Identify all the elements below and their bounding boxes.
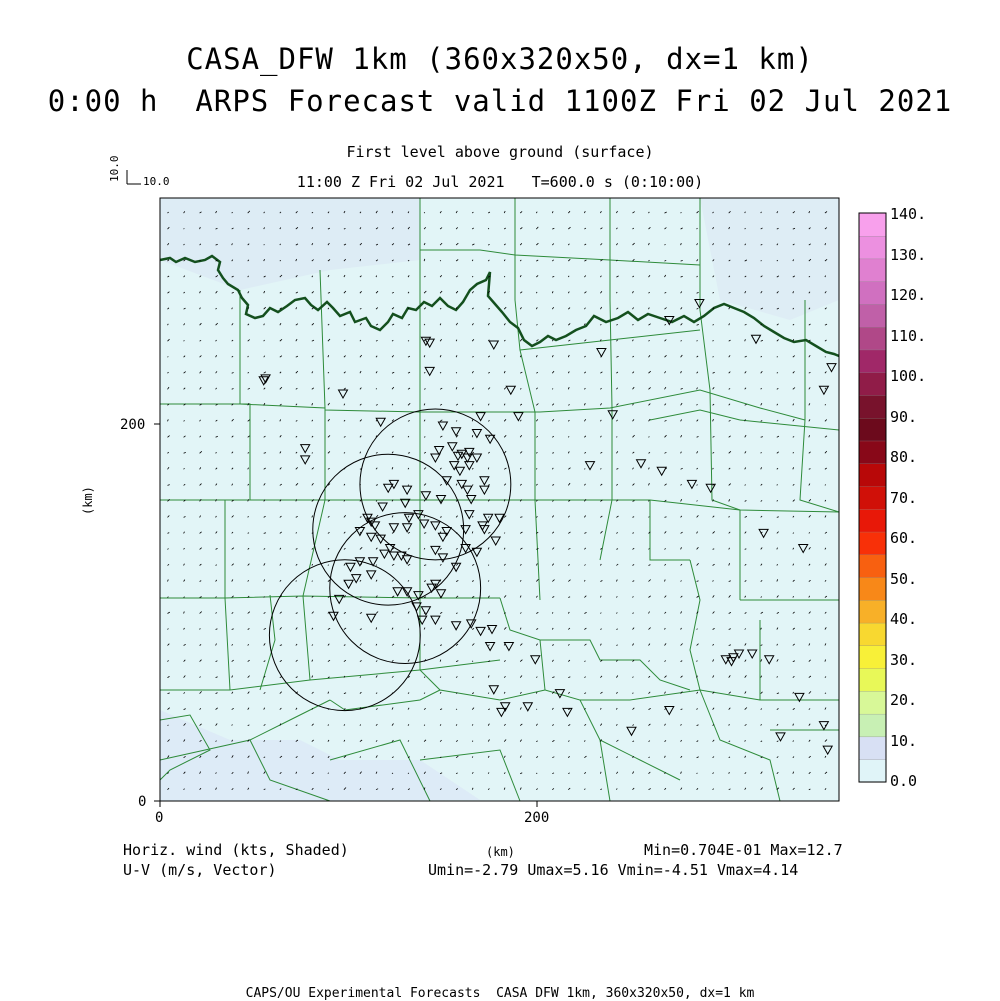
ref-vector-horizontal-label: 10.0	[143, 175, 170, 188]
map-title-line2: 0:00 h ARPS Forecast valid 1100Z Fri 02 Jul 2021	[47, 84, 953, 118]
colorbar-segment	[859, 577, 886, 600]
wind-vector	[408, 773, 409, 774]
colorbar-label: 30.	[890, 650, 918, 669]
wind-vector	[777, 357, 778, 358]
wind-vector	[649, 517, 650, 518]
colorbar-segment	[859, 236, 886, 259]
x-tick-0: 0	[155, 810, 164, 826]
colorbar-label: 130.	[890, 245, 927, 264]
wind-vector	[825, 357, 826, 358]
wind-vector	[424, 212, 425, 213]
colorbar	[859, 213, 886, 782]
colorbar-label: 60.	[890, 529, 918, 548]
colorbar-label: 20.	[890, 691, 918, 710]
level-subtitle: First level above ground (surface)	[346, 143, 654, 161]
colorbar-segment	[859, 304, 886, 327]
colorbar-segment	[859, 714, 886, 737]
wind-vector	[761, 260, 762, 261]
colorbar-segment	[859, 441, 886, 464]
colorbar-segment	[859, 532, 886, 555]
uv-range-readout: Umin=-2.79 Umax=5.16 Vmin=-4.51 Vmax=4.14	[428, 861, 799, 879]
x-axis-label: (km)	[486, 845, 515, 859]
y-tick-0: 0	[138, 794, 147, 810]
colorbar-segment	[859, 327, 886, 350]
colorbar-segment	[859, 736, 886, 759]
wind-vector	[504, 533, 505, 534]
wind-vector	[376, 388, 377, 389]
map-title-line1: CASA_DFW 1km (360x320x50, dx=1 km)	[186, 42, 814, 76]
colorbar-segment	[859, 600, 886, 623]
colorbar-segment	[859, 645, 886, 668]
wind-vector	[552, 389, 553, 390]
colorbar-segment	[859, 395, 886, 418]
colorbar-segment	[859, 554, 886, 577]
y-axis-label: (km)	[81, 486, 95, 515]
wind-vector	[312, 581, 313, 582]
colorbar-segment	[859, 759, 886, 782]
min-max-readout: Min=0.704E-01 Max=12.7	[644, 841, 843, 859]
wind-vector	[264, 244, 265, 245]
wind-vector	[184, 340, 185, 341]
wind-vector	[168, 357, 169, 358]
time-subtitle: 11:00 Z Fri 02 Jul 2021 T=600.0 s (0:10:00)	[296, 173, 704, 191]
colorbar-segment	[859, 350, 886, 373]
colorbar-segment	[859, 213, 886, 236]
colorbar-segment	[859, 418, 886, 441]
wind-vector	[697, 773, 698, 774]
wind-vector	[456, 709, 457, 710]
wind-vector	[649, 437, 650, 438]
colorbar-segment	[859, 281, 886, 304]
ref-vector-vertical-label: 10.0	[108, 155, 121, 182]
wind-vector	[472, 661, 473, 662]
colorbar-label: 120.	[890, 286, 927, 305]
colorbar-segment	[859, 463, 886, 486]
wind-vector	[376, 565, 377, 566]
wind-vector	[184, 228, 185, 229]
wind-vector	[440, 260, 441, 261]
colorbar-segment	[859, 486, 886, 509]
colorbar-label: 110.	[890, 326, 927, 345]
colorbar-segment	[859, 691, 886, 714]
wind-vector	[584, 469, 585, 470]
reference-vector-key	[108, 156, 170, 189]
colorbar-label: 50.	[890, 569, 918, 588]
wind-vector	[681, 212, 682, 213]
colorbar-label: 140.	[890, 205, 927, 224]
colorbar-label: 0.0	[890, 772, 918, 790]
colorbar-label: 80.	[890, 448, 918, 467]
wind-vector	[536, 709, 537, 710]
colorbar-label: 40.	[890, 610, 918, 629]
wind-vector	[408, 629, 409, 630]
colorbar-segment	[859, 509, 886, 532]
y-tick-200: 200	[120, 417, 146, 433]
vector-description: U-V (m/s, Vector)	[123, 861, 277, 879]
plot-area	[160, 198, 839, 801]
colorbar-segment	[859, 372, 886, 395]
colorbar-label: 90.	[890, 407, 918, 426]
field-description: Horiz. wind (kts, Shaded)	[123, 841, 349, 859]
wind-vector	[616, 437, 617, 438]
credit-line: CAPS/OU Experimental Forecasts CASA DFW 1km, 360x320x50, dx=1 km	[245, 986, 755, 1001]
colorbar-segment	[859, 668, 886, 691]
wind-vector	[488, 565, 489, 566]
colorbar-segment	[859, 623, 886, 646]
wind-vector	[328, 565, 329, 566]
colorbar-label: 70.	[890, 488, 918, 507]
colorbar-label: 100.	[890, 367, 927, 386]
wind-vector	[536, 773, 537, 774]
colorbar-segment	[859, 259, 886, 282]
colorbar-label: 10.	[890, 731, 918, 750]
wind-vector	[408, 485, 409, 486]
x-tick-200: 200	[524, 810, 550, 826]
